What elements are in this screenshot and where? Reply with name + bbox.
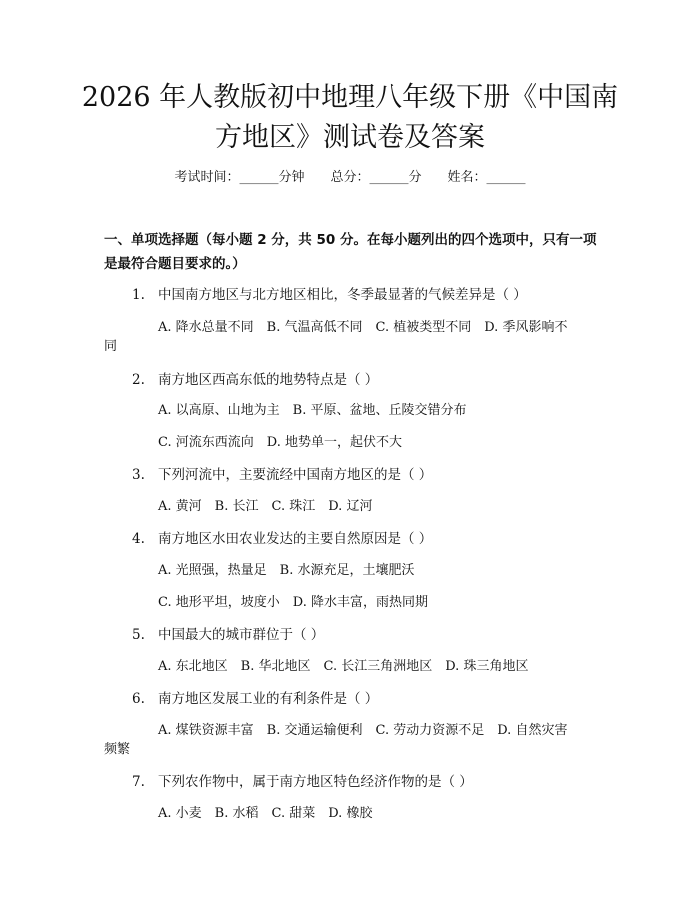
section-heading: 一、单项选择题（每小题 2 分，共 50 分。在每小题列出的四个选项中，只有一项是最符合题目要求的。） bbox=[104, 232, 597, 272]
question-number: 3. bbox=[132, 467, 145, 483]
question-number: 4. bbox=[132, 531, 145, 547]
question-2-options-c-d: C. 河流东西流向 D. 地势单一，起伏不大 bbox=[158, 435, 402, 450]
question-text: 南方地区西高东低的地势特点是（ ） bbox=[158, 372, 379, 388]
question-7 bbox=[132, 770, 473, 790]
question-6-options: A. 煤铁资源丰富 B. 交通运输便利 C. 劳动力资源不足 D. 自然灾害 bbox=[158, 723, 568, 738]
question-number: 2. bbox=[132, 372, 145, 388]
question-5-options: A. 东北地区 B. 华北地区 C. 长江三角洲地区 D. 珠三角地区 bbox=[158, 659, 529, 674]
question-1-options-wrap: 同 bbox=[104, 339, 118, 354]
question-1 bbox=[132, 283, 527, 303]
question-3-options: A. 黄河 B. 长江 C. 珠江 D. 辽河 bbox=[158, 499, 373, 514]
exam-total-score: 总分：______分 bbox=[330, 170, 422, 185]
question-7-options: A. 小麦 B. 水稻 C. 甜菜 D. 橡胶 bbox=[158, 806, 373, 821]
title-line-1: 2026 年人教版初中地理八年级下册《中国南 bbox=[81, 82, 619, 113]
title-line-2: 方地区》测试卷及答案 bbox=[215, 122, 485, 153]
exam-meta bbox=[0, 166, 700, 185]
question-4-options-a-b: A. 光照强，热量足 B. 水源充足，土壤肥沃 bbox=[158, 563, 415, 578]
question-number: 1. bbox=[132, 287, 145, 303]
question-6 bbox=[132, 687, 378, 707]
question-text: 南方地区水田农业发达的主要自然原因是（ ） bbox=[158, 531, 433, 547]
question-text: 下列农作物中，属于南方地区特色经济作物的是（ ） bbox=[158, 774, 473, 790]
question-text: 中国最大的城市群位于（ ） bbox=[158, 627, 325, 643]
question-6-options-wrap: 频繁 bbox=[104, 742, 131, 757]
question-4-options-c-d: C. 地形平坦，坡度小 D. 降水丰富，雨热同期 bbox=[158, 595, 428, 610]
question-number: 6. bbox=[132, 691, 145, 707]
exam-time: 考试时间：______分钟 bbox=[174, 170, 305, 185]
question-text: 中国南方地区与北方地区相比，冬季最显著的气候差异是（ ） bbox=[158, 287, 527, 303]
question-3 bbox=[132, 463, 432, 483]
question-4 bbox=[132, 527, 432, 547]
question-text: 下列河流中，主要流经中国南方地区的是（ ） bbox=[158, 467, 433, 483]
page-title bbox=[60, 78, 640, 158]
question-2 bbox=[132, 368, 378, 388]
student-name: 姓名：______ bbox=[447, 170, 526, 185]
question-number: 7. bbox=[132, 774, 145, 790]
question-number: 5. bbox=[132, 627, 145, 643]
question-2-options-a-b: A. 以高原、山地为主 B. 平原、盆地、丘陵交错分布 bbox=[158, 403, 467, 418]
question-text: 南方地区发展工业的有利条件是（ ） bbox=[158, 691, 379, 707]
question-5 bbox=[132, 623, 324, 643]
question-1-options: A. 降水总量不同 B. 气温高低不同 C. 植被类型不同 D. 季风影响不 bbox=[158, 320, 568, 335]
